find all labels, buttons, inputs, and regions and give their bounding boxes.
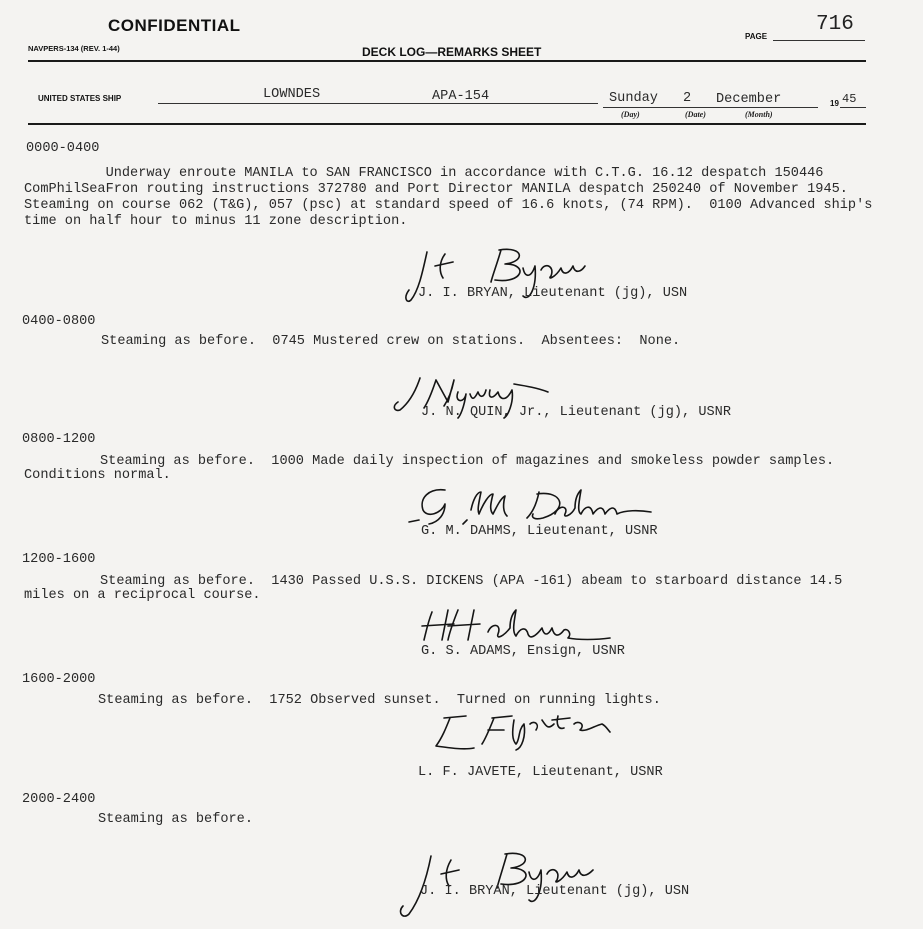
signature-name: J. I. BRYAN, Lieutenant (jg), USN — [418, 286, 688, 301]
signature-name: J. I. BRYAN, Lieutenant (jg), USN — [420, 884, 690, 899]
year-suffix: 45 — [842, 92, 857, 106]
signature — [418, 606, 618, 648]
log-entry-line: Steaming on course 062 (T&G), 057 (psc) at standard speed of 16.6 knots, (74 RPM). 0100 Advanced ship's — [24, 198, 873, 213]
sheet-title: DECK LOG—REMARKS SHEET — [362, 45, 542, 59]
log-entry-line: ComPhilSeaFron routing instructions 372780 and Port Director MANILA despatch 250240 of November 1945. — [24, 182, 848, 197]
signature-name: G. M. DAHMS, Lieutenant, USNR — [421, 524, 658, 539]
watch-time: 0800-1200 — [22, 432, 96, 447]
day-value: Sunday — [609, 91, 658, 106]
header-top-rule — [28, 60, 866, 62]
log-entry-line: Conditions normal. — [24, 468, 171, 483]
watch-time: 1200-1600 — [22, 552, 96, 567]
log-entry-line: Steaming as before. — [98, 812, 253, 827]
log-entry-line: Steaming as before. 1000 Made daily inspection of magazines and smokeless powder samples. — [100, 454, 835, 469]
year-prefix: 19 — [830, 99, 839, 108]
form-number: NAVPERS-134 (REV. 1-44) — [28, 44, 120, 53]
date-value: 2 — [683, 91, 692, 106]
page-number: 716 — [816, 13, 854, 36]
month-caption: (Month) — [745, 110, 773, 119]
hull-number: APA-154 — [432, 89, 490, 104]
log-entry-line: Steaming as before. 1430 Passed U.S.S. DICKENS (APA -161) abeam to starboard distance 14.5 — [100, 574, 843, 589]
watch-time: 0000-0400 — [26, 141, 100, 156]
month-value: December — [716, 92, 782, 107]
log-entry-line: miles on a reciprocal course. — [24, 588, 261, 603]
page-label: PAGE — [745, 32, 768, 41]
classification-heading: CONFIDENTIAL — [108, 16, 241, 35]
watch-time: 1600-2000 — [22, 672, 96, 687]
log-entry-line: time on half hour to minus 11 zone description. — [24, 214, 408, 229]
signature — [405, 484, 665, 526]
ship-name: LOWNDES — [263, 87, 321, 102]
signature-name: J. N. QUIN, Jr., Lieutenant (jg), USNR — [421, 405, 731, 420]
date-caption: (Date) — [685, 110, 706, 119]
signature — [430, 710, 630, 756]
page-number-line — [773, 40, 865, 41]
log-entry-line: Steaming as before. 0745 Mustered crew on stations. Absentees: None. — [101, 334, 681, 349]
signature-name: L. F. JAVETE, Lieutenant, USNR — [418, 765, 663, 780]
watch-time: 2000-2400 — [22, 792, 96, 807]
log-entry-line: Steaming as before. 1752 Observed sunset. Turned on running lights. — [98, 693, 661, 708]
log-entry-line: Underway enroute MANILA to SAN FRANCISCO in accordance with C.T.G. 16.12 despatch 150446 — [24, 166, 824, 181]
signature-name: G. S. ADAMS, Ensign, USNR — [421, 644, 625, 659]
ship-label: UNITED STATES SHIP — [38, 94, 122, 103]
day-caption: (Day) — [621, 110, 640, 119]
date-line — [603, 107, 818, 108]
year-line — [840, 107, 866, 108]
header-bottom-rule — [28, 123, 866, 125]
watch-time: 0400-0800 — [22, 314, 96, 329]
ship-name-line — [158, 103, 598, 104]
